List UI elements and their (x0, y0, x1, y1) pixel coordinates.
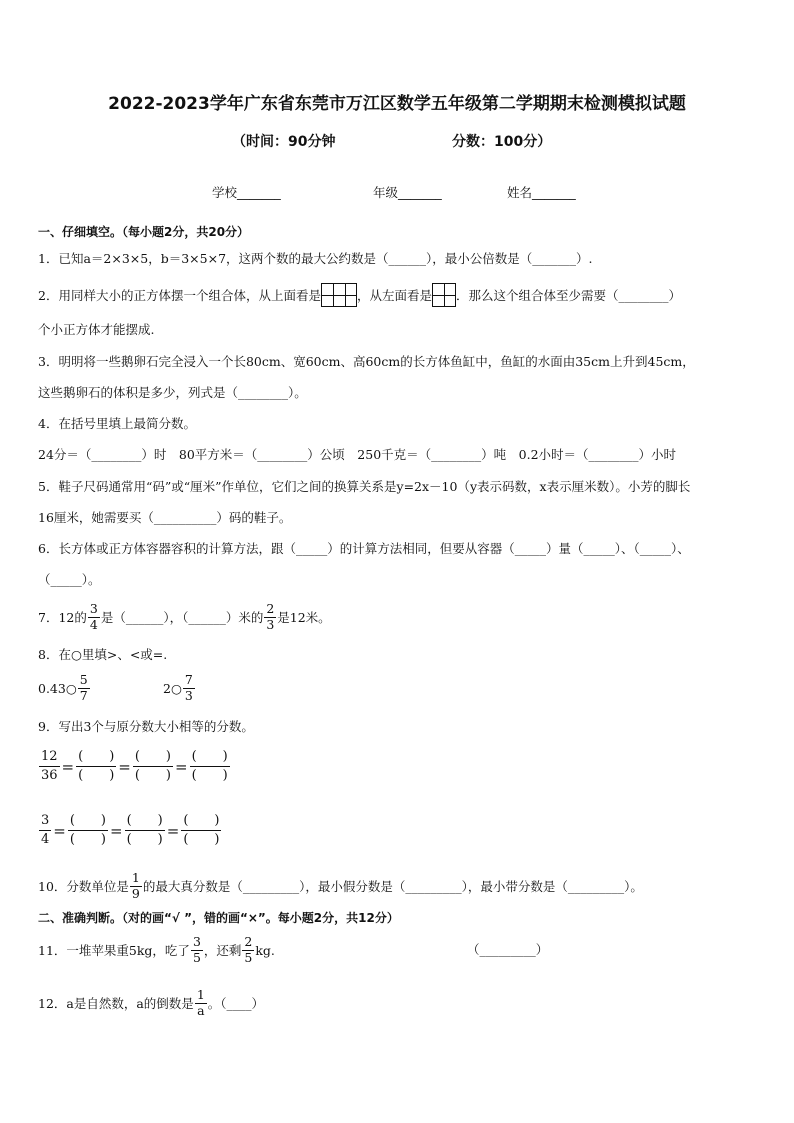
fraction-denominator: 3 (184, 687, 193, 703)
fraction-2-5 (242, 936, 254, 964)
fraction-numerator: 2 (244, 934, 253, 949)
blank-denominator[interactable]: ( ) (69, 832, 107, 847)
fraction-3-4 (39, 812, 51, 849)
fraction-denominator: 36 (41, 768, 58, 783)
equals-sign: = (166, 821, 180, 840)
question-11-text-c: kg. (255, 942, 275, 958)
fraction-denominator: 5 (192, 949, 201, 965)
equals-sign: = (61, 757, 75, 776)
fraction-denominator: 4 (89, 616, 98, 632)
fraction-1-a (195, 989, 207, 1017)
question-1: 1．已知a＝2×3×5，b＝3×5×7，这两个数的最大公约数是（______），最小公倍数是（_______）. (38, 251, 593, 266)
question-8-item-2 (163, 669, 196, 707)
blank-fraction[interactable] (125, 812, 165, 849)
question-4-line-2: 24分＝（________）时 80平方米＝（________）公顷 250千克＝（________）吨 0.2小时＝（________）小时 (38, 447, 677, 462)
blank-numerator[interactable]: ( ) (78, 749, 115, 764)
blank-fraction[interactable] (133, 748, 173, 785)
question-8-item-2-text: 2○ (163, 680, 182, 696)
fraction-1-9 (130, 872, 142, 900)
equals-sign: = (53, 821, 66, 840)
fraction-numerator: 12 (41, 749, 58, 764)
question-12-text-b: 。（____） (207, 996, 265, 1011)
question-12 (38, 983, 264, 1023)
blank-denominator[interactable]: ( ) (191, 768, 228, 783)
question-9-prompt: 9．写出3个与原分数大小相等的分数。 (38, 719, 254, 734)
question-9-row-2 (38, 812, 222, 849)
exam-time: （时间：90分钟 (232, 134, 336, 150)
blank-fraction[interactable] (190, 748, 230, 785)
question-10-text-b: 的最大真分数是（_________），最小假分数是（_________），最小带分数是（_________）。 (142, 879, 643, 894)
exam-score: 分数：100分） (452, 134, 552, 150)
question-2-text-b: ，从左面看是 (356, 288, 432, 303)
blank-numerator[interactable]: ( ) (191, 749, 228, 764)
fraction-numerator: 3 (41, 813, 50, 828)
fraction-numerator: 3 (192, 934, 201, 949)
question-4-line-1: 4．在括号里填上最简分数。 (38, 416, 196, 431)
question-3-line-1: 3．明明将一些鹅卵石完全浸入一个长80cm、宽60cm、高60cm的长方体鱼缸中，鱼缸的水面由35cm上升到45cm， (38, 354, 695, 369)
question-2 (38, 281, 681, 309)
blank-denominator[interactable]: ( ) (78, 768, 115, 783)
equals-sign: = (110, 821, 123, 840)
blank-numerator[interactable]: ( ) (69, 813, 107, 828)
question-7-text-b: 是（______），（______）米的 (100, 610, 264, 625)
question-12-text-a: 12．a是自然数，a的倒数是 (38, 996, 194, 1011)
blank-fraction[interactable] (76, 748, 116, 785)
school-field[interactable]: 学校_______ (212, 185, 281, 200)
blank-numerator[interactable]: ( ) (134, 749, 172, 764)
top-view-grid-icon (321, 283, 357, 307)
fraction-2-3 (264, 603, 276, 631)
fraction-denominator: 3 (266, 616, 275, 632)
blank-fraction[interactable] (68, 812, 108, 849)
fraction-numerator: 1 (131, 870, 140, 885)
fraction-5-7 (78, 674, 90, 702)
section-2-heading: 二、准确判断。（对的画“√ ”，错的画“×”。每小题2分，共12分） (38, 911, 399, 925)
blank-fraction[interactable] (181, 812, 221, 849)
question-3-line-2: 这些鹅卵石的体积是多少，列式是（________）。 (38, 385, 307, 400)
question-9-row-1 (38, 748, 231, 785)
question-5-line-1: 5．鞋子尺码通常用“码”或“厘米”作单位，它们之间的换算关系是y=2x－10（y表示码数，x表示厘米数）。小芳的脚长 (38, 479, 691, 494)
name-field[interactable]: 姓名_______ (507, 185, 576, 200)
fraction-numerator: 7 (184, 672, 193, 687)
blank-denominator[interactable]: ( ) (134, 768, 172, 783)
question-11-text-b: ，还剩 (203, 943, 242, 958)
fraction-numerator: 2 (266, 601, 275, 616)
section-1-heading: 一、仔细填空。（每小题2分，共20分） (38, 225, 250, 239)
fraction-numerator: 1 (196, 987, 205, 1002)
fraction-denominator: a (197, 1002, 205, 1018)
fraction-denominator: 9 (131, 885, 140, 901)
question-11-answer-blank[interactable]: （_________） (467, 942, 549, 957)
blank-numerator[interactable]: ( ) (126, 813, 163, 828)
fraction-3-4 (88, 603, 100, 631)
fraction-denominator: 5 (244, 949, 253, 965)
question-10 (38, 867, 643, 905)
fraction-numerator: 5 (79, 672, 88, 687)
question-6-line-2: （_____）。 (38, 572, 101, 587)
left-view-grid-icon (432, 283, 456, 307)
question-2-text-a: 2．用同样大小的正方体摆一个组合体，从上面看是 (38, 288, 321, 303)
question-7-text-a: 7．12的 (38, 610, 87, 625)
question-11-text-a: 11．一堆苹果重5kg，吃了 (38, 943, 190, 958)
question-10-text-a: 10．分数单位是 (38, 879, 129, 894)
question-2-continued: 个小正方体才能摆成. (38, 322, 155, 337)
fraction-12-36 (39, 748, 60, 785)
fraction-denominator: 4 (41, 832, 50, 847)
question-11 (38, 930, 275, 970)
equals-sign: = (175, 757, 188, 776)
question-8-prompt: 8．在○里填>、<或=. (38, 647, 168, 662)
blank-denominator[interactable]: ( ) (183, 832, 220, 847)
question-6-line-1: 6．长方体或正方体容器容积的计算方法，跟（_____）的计算方法相同，但要从容器（_____）量（_____）、（_____）、 (38, 541, 690, 556)
question-7-text-c: 是12米。 (277, 610, 331, 625)
question-5-line-2: 16厘米，她需要买（__________）码的鞋子。 (38, 510, 292, 525)
grade-field[interactable]: 年级_______ (373, 185, 442, 200)
fraction-7-3 (183, 674, 195, 702)
blank-denominator[interactable]: ( ) (126, 832, 163, 847)
blank-numerator[interactable]: ( ) (183, 813, 220, 828)
equals-sign: = (118, 757, 131, 776)
fraction-denominator: 7 (79, 687, 88, 703)
question-8-item-1 (38, 669, 91, 707)
fraction-3-5 (191, 936, 203, 964)
page-title: 2022-2023学年广东省东莞市万江区数学五年级第二学期期末检测模拟试题 (108, 94, 686, 114)
question-8-item-1-text: 0.43○ (38, 680, 77, 696)
question-7 (38, 598, 331, 636)
question-2-text-c: ．那么这个组合体至少需要（________） (455, 288, 681, 303)
fraction-numerator: 3 (89, 601, 98, 616)
